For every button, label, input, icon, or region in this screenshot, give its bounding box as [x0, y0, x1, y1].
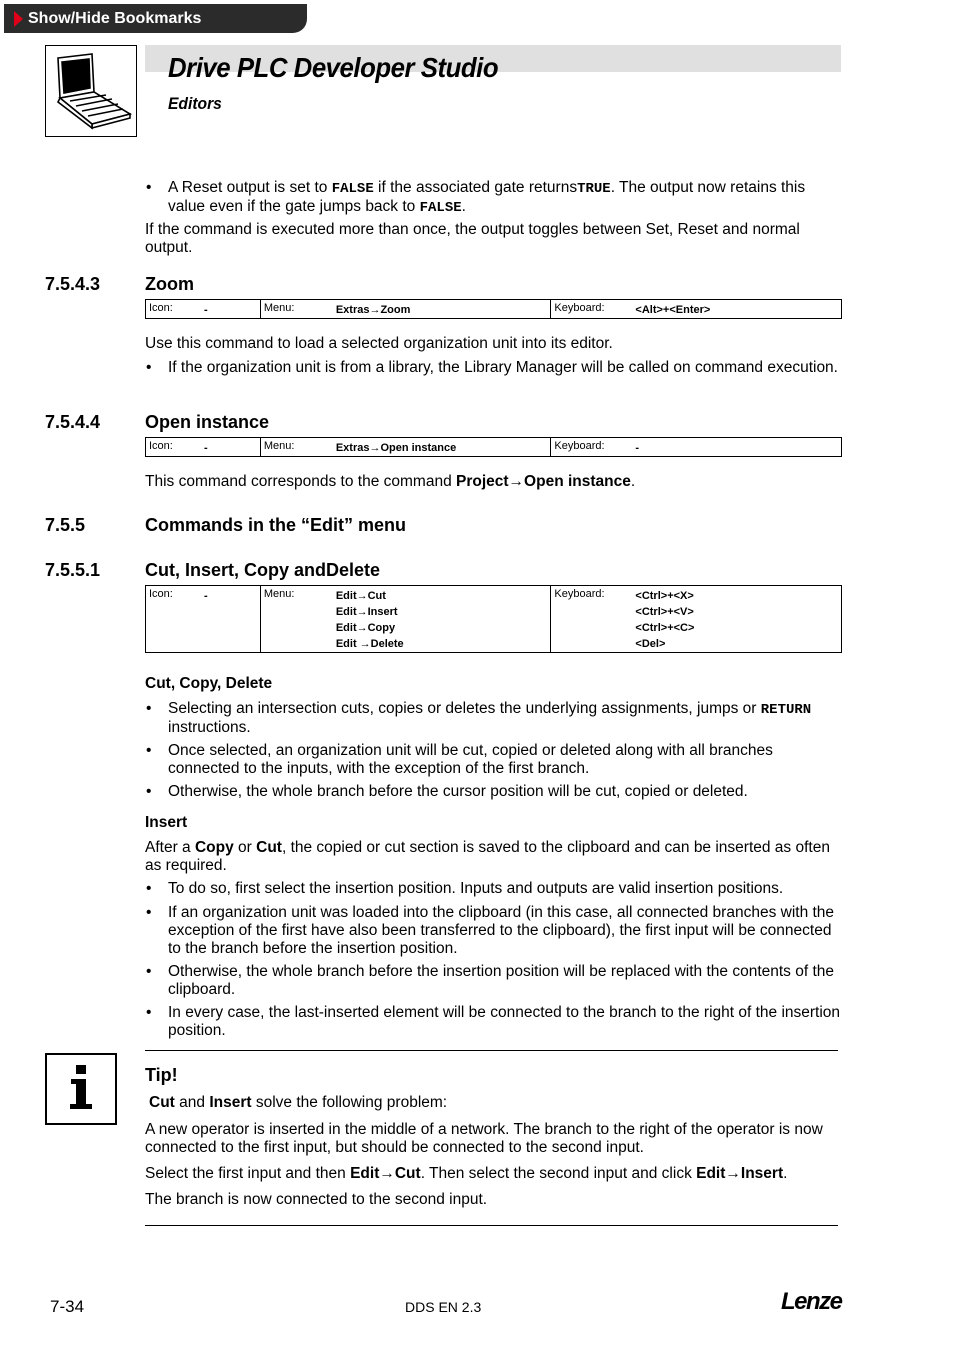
page-subtitle: Editors — [168, 94, 222, 113]
paragraph: A new operator is inserted in the middle of a network. The branch to the right of the operator is now connected to the first input, but should be connected to the second input. — [145, 1121, 823, 1156]
paragraph: After a Copy or Cut, the copied or cut section is saved to the clipboard and can be inserted as often as required. — [145, 839, 830, 874]
section-number: 7.5.5 — [45, 515, 86, 535]
page-title: Drive PLC Developer Studio — [168, 52, 499, 83]
divider — [145, 1050, 838, 1051]
paragraph: This command corresponds to the command Project→Open instance. — [145, 473, 636, 490]
triangle-right-icon — [14, 11, 23, 27]
list-item: • A Reset output is set to FALSE if the associated gate returnsTRUE. The output now retains this value even if the gate jumps back to FALSE. — [168, 179, 843, 217]
shortcut: <Del> — [635, 638, 666, 650]
info-icon — [45, 1053, 117, 1125]
shortcut: <Ctrl>+<X> — [635, 590, 694, 602]
paragraph: Select the first input and then Edit→Cut. Then select the second input and click Edit→Insert. — [145, 1165, 788, 1182]
menu-path: Edit→Copy — [335, 622, 396, 634]
menu-path: Edit→Cut — [335, 590, 386, 602]
command-table: Icon: - Menu: Extras→Zoom Keyboard: <Alt>+<Enter> — [145, 299, 842, 319]
section-title: Open instance — [145, 412, 270, 432]
section-title: Zoom — [145, 274, 194, 294]
section-title: Cut, Insert, Copy andDelete — [145, 560, 381, 580]
shortcut: <Ctrl>+<V> — [635, 606, 694, 618]
list-item: • Otherwise, the whole branch before the insertion position will be replaced with the contents of the clipboard. — [168, 963, 843, 999]
paragraph: Cut and Insert solve the following problem: — [149, 1094, 448, 1111]
brand-logo: Lenze — [781, 1288, 842, 1315]
list-item: • Otherwise, the whole branch before the cursor position will be cut, copied or deleted. — [168, 783, 843, 801]
doc-id: DDS EN 2.3 — [405, 1299, 482, 1315]
subheading: Cut, Copy, Delete — [145, 675, 273, 692]
subheading: Insert — [145, 814, 188, 831]
divider — [145, 1225, 838, 1226]
list-item: • If the organization unit is from a library, the Library Manager will be called on command execution. — [168, 359, 843, 377]
shortcut: <Ctrl>+<C> — [635, 622, 695, 634]
show-hide-bookmarks-button[interactable] — [4, 4, 307, 33]
section-number: 7.5.4.4 — [45, 412, 101, 432]
list-item: • Selecting an intersection cuts, copies or deletes the underlying assignments, jumps or RETURN instructions. — [168, 700, 843, 737]
list-item: • To do so, first select the insertion position. Inputs and outputs are valid insertion positions. — [168, 880, 843, 898]
paragraph: The branch is now connected to the second input. — [145, 1191, 488, 1208]
paragraph: If the command is executed more than once, the output toggles between Set, Reset and normal output. — [145, 221, 800, 256]
bookmark-tab-label: Show/Hide Bookmarks — [28, 10, 202, 27]
command-table: Icon: - Menu: Extras→Open instance Keyboard: - — [145, 437, 842, 457]
tip-title: Tip! — [145, 1065, 178, 1085]
command-table: Icon: - Menu: Edit→Cut Edit→Insert Edit→Copy Edit →Delete Keyboard: <Ctrl>+<X> <Ctrl>+<V> <Ctrl>+<C> <Del> — [145, 585, 842, 653]
menu-path: Edit →Delete — [335, 638, 404, 650]
list-item: • Once selected, an organization unit will be cut, copied or deleted along with all branches connected to the inputs, with the exception of the first branch. — [168, 742, 843, 778]
laptop-icon — [45, 45, 137, 137]
section-title: Commands in the “Edit” menu — [145, 515, 407, 535]
page-number: 7-34 — [50, 1297, 85, 1316]
section-number: 7.5.5.1 — [45, 560, 101, 580]
list-item: • If an organization unit was loaded into the clipboard (in this case, all connected branches with the exception of the first have also been transferred to the clipboard), the first input will be connected to the branch before the insertion position. — [168, 904, 843, 958]
list-item: • In every case, the last-inserted element will be connected to the branch to the right of the insertion position. — [168, 1004, 843, 1040]
menu-path: Edit→Insert — [335, 606, 398, 618]
paragraph: Use this command to load a selected organization unit into its editor. — [145, 335, 613, 352]
section-number: 7.5.4.3 — [45, 274, 101, 294]
